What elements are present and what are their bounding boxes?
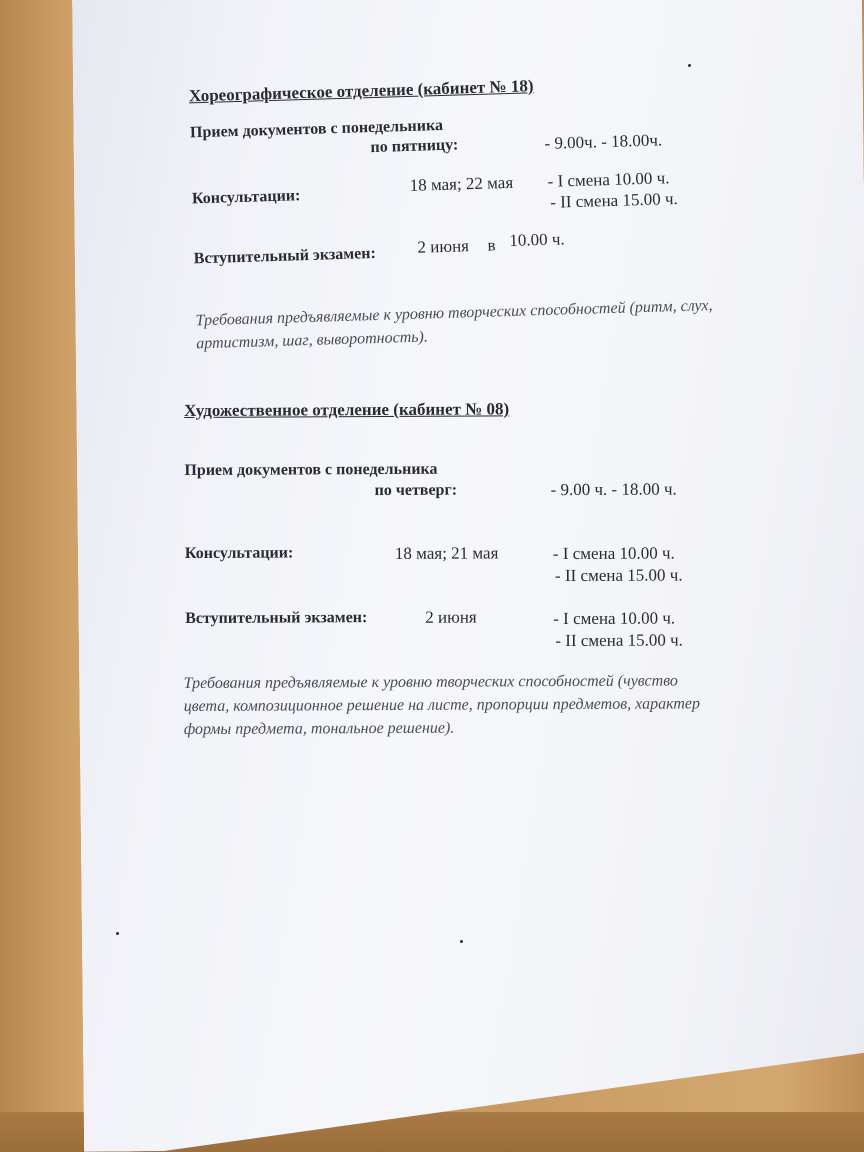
art-heading: Художественное отделение (кабинет № 08) [184, 399, 510, 421]
art-requirements-line2: цвета, композиционное решение на листе, пропорции предметов, характер [183, 695, 701, 716]
art-consult-label: Консультации: [184, 544, 294, 563]
choreography-consult-dates: 18 мая; 22 мая [409, 172, 514, 195]
art-exam-date: 2 июня [425, 607, 477, 627]
choreography-exam-in: в [487, 235, 496, 255]
art-exam-shift1: - I смена 10.00 ч. [553, 608, 676, 629]
choreography-exam-time: 10.00 ч. [509, 229, 565, 250]
art-docs-label-line1: Прием документов с понедельника [184, 460, 438, 480]
art-consult-dates: 18 мая; 21 мая [394, 543, 499, 563]
speck [116, 932, 119, 935]
art-consult-shift2: - II смена 15.00 ч. [554, 565, 683, 586]
art-consult-shift1: - I смена 10.00 ч. [552, 543, 675, 564]
art-exam-shift2: - II смена 15.00 ч. [555, 630, 683, 651]
speck [460, 940, 463, 943]
art-exam-label: Вступительный экзамен: [185, 609, 368, 628]
choreography-exam-label: Вступительный экзамен: [193, 244, 377, 268]
choreography-requirements-line2: артистизм, шаг, выворотность). [196, 328, 429, 353]
speck [688, 64, 691, 67]
choreography-docs-label-line1: Прием документов с понедельника [189, 116, 444, 142]
choreography-consult-label: Консультации: [191, 187, 301, 208]
choreography-docs-time: - 9.00ч. - 18.00ч. [544, 130, 663, 153]
choreography-exam-date: 2 июня [417, 236, 470, 257]
choreography-consult-shift1: - I смена 10.00 ч. [547, 168, 670, 191]
art-docs-time: - 9.00 ч. - 18.00 ч. [550, 479, 677, 500]
choreography-consult-shift2: - II смена 15.00 ч. [549, 188, 678, 212]
art-requirements-line1: Требования предъявляемые к уровню творческих способностей (чувство [183, 672, 678, 693]
choreography-heading: Хореографическое отделение (кабинет № 18) [188, 76, 534, 106]
art-docs-label-line2: по четверг: [374, 481, 458, 500]
choreography-requirements-line1: Требования предъявляемые к уровню творческих способностей (ритм, слух, [195, 297, 713, 330]
choreography-docs-label-line2: по пятницу: [370, 136, 459, 157]
art-requirements-line3: формы предмета, тональное решение). [183, 719, 455, 739]
